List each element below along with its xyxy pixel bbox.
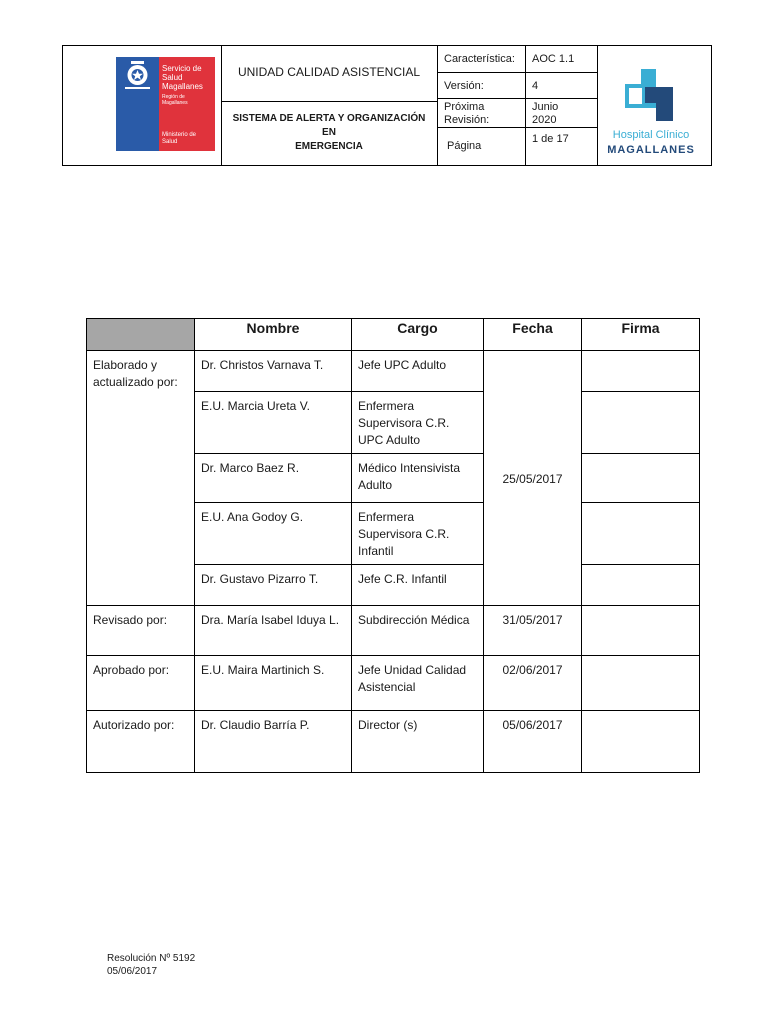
logo-text: Servicio de: [162, 64, 202, 73]
fecha-cell: 02/06/2017: [484, 656, 582, 711]
logo-text: Magallanes: [162, 100, 188, 106]
fecha-cell: 05/06/2017: [484, 711, 582, 773]
elaborado-label: Elaborado y actualizado por:: [87, 351, 195, 606]
proxima-value-line: Junio: [532, 101, 559, 113]
table-header-row: [87, 319, 700, 351]
document-header: [62, 45, 712, 166]
version-label: Versión:: [444, 80, 484, 92]
table-row: [87, 656, 700, 711]
table-row: [87, 606, 700, 656]
cargo-cell: Subdirección Médica: [352, 606, 484, 656]
firma-cell[interactable]: [582, 565, 700, 606]
version-value: 4: [532, 80, 539, 92]
document-title-line: EN: [322, 127, 336, 138]
hospital-cross-icon: [605, 67, 697, 127]
logo-text: Magallanes: [162, 82, 203, 91]
header-divider: [437, 98, 597, 99]
firma-cell[interactable]: [582, 351, 700, 392]
firma-cell[interactable]: [582, 454, 700, 503]
proxima-revision-label: [444, 101, 489, 127]
resolution-date: 05/06/2017: [107, 966, 158, 977]
hospital-logo: [605, 67, 697, 159]
header-fecha: Fecha: [484, 319, 582, 351]
table-row: [87, 711, 700, 773]
elaborado-fecha: 25/05/2017: [484, 351, 582, 606]
header-divider: [437, 46, 438, 165]
pagina-label: Página: [447, 140, 482, 152]
proxima-revision-value: [532, 101, 558, 127]
logo-text: Salud: [162, 139, 178, 145]
nombre-cell: Dr. Marco Baez R.: [195, 454, 352, 503]
firma-cell[interactable]: [582, 503, 700, 565]
coat-of-arms-icon: [122, 60, 153, 93]
resolution-footer: [107, 952, 195, 978]
firma-cell[interactable]: [582, 392, 700, 454]
proxima-value-line: 2020: [532, 114, 557, 126]
autorizado-label: Autorizado por:: [87, 711, 195, 773]
revisado-label: Revisado por:: [87, 606, 195, 656]
document-title-line: SISTEMA DE ALERTA Y ORGANIZACIÓN: [232, 113, 426, 124]
nombre-cell: Dr. Christos Varnava T.: [195, 351, 352, 392]
cargo-cell: Enfermera Supervisora C.R. Infantil: [352, 503, 484, 565]
aprobado-label: Aprobado por:: [87, 656, 195, 711]
logo-text: Ministerio de: [162, 132, 197, 138]
header-divider: [221, 101, 437, 102]
header-nombre: Nombre: [195, 319, 352, 351]
caracteristica-label: Característica:: [444, 53, 515, 65]
caracteristica-value: AOC 1.1: [532, 53, 575, 65]
header-divider: [525, 46, 526, 165]
resolution-number: Resolución Nº 5192: [107, 953, 196, 964]
proxima-label-line: Revisión:: [444, 114, 490, 126]
header-firma: Firma: [582, 319, 700, 351]
document-title: [221, 112, 437, 154]
header-divider: [437, 127, 597, 128]
header-cell-empty: [87, 319, 195, 351]
document-title-line: EMERGENCIA: [295, 141, 363, 152]
cargo-cell: Jefe Unidad Calidad Asistencial: [352, 656, 484, 711]
hospital-name-line1: Hospital Clínico: [612, 129, 690, 141]
hospital-name-line2: MAGALLANES: [607, 144, 695, 156]
nombre-cell: E.U. Maira Martinich S.: [195, 656, 352, 711]
firma-cell[interactable]: [582, 606, 700, 656]
nombre-cell: Dra. María Isabel Iduya L.: [195, 606, 352, 656]
nombre-cell: E.U. Ana Godoy G.: [195, 503, 352, 565]
cargo-cell: Director (s): [352, 711, 484, 773]
logo-text: Región de: [162, 94, 185, 100]
cargo-cell: Médico Intensivista Adulto: [352, 454, 484, 503]
cargo-cell: Jefe C.R. Infantil: [352, 565, 484, 606]
logo-text: Salud: [162, 73, 183, 82]
cargo-cell: Jefe UPC Adulto: [352, 351, 484, 392]
firma-cell[interactable]: [582, 711, 700, 773]
firma-cell[interactable]: [582, 656, 700, 711]
fecha-cell: 31/05/2017: [484, 606, 582, 656]
header-divider: [597, 46, 598, 165]
table-row: [87, 351, 700, 392]
unit-name: UNIDAD CALIDAD ASISTENCIAL: [237, 65, 421, 79]
cargo-cell: Enfermera Supervisora C.R. UPC Adulto: [352, 392, 484, 454]
nombre-cell: E.U. Marcia Ureta V.: [195, 392, 352, 454]
approval-table: [86, 318, 700, 773]
proxima-label-line: Próxima: [444, 101, 485, 113]
nombre-cell: Dr. Claudio Barría P.: [195, 711, 352, 773]
nombre-cell: Dr. Gustavo Pizarro T.: [195, 565, 352, 606]
servicio-salud-logo: [116, 57, 215, 151]
header-cargo: Cargo: [352, 319, 484, 351]
header-divider: [437, 72, 597, 73]
pagina-value: 1 de 17: [532, 133, 569, 145]
